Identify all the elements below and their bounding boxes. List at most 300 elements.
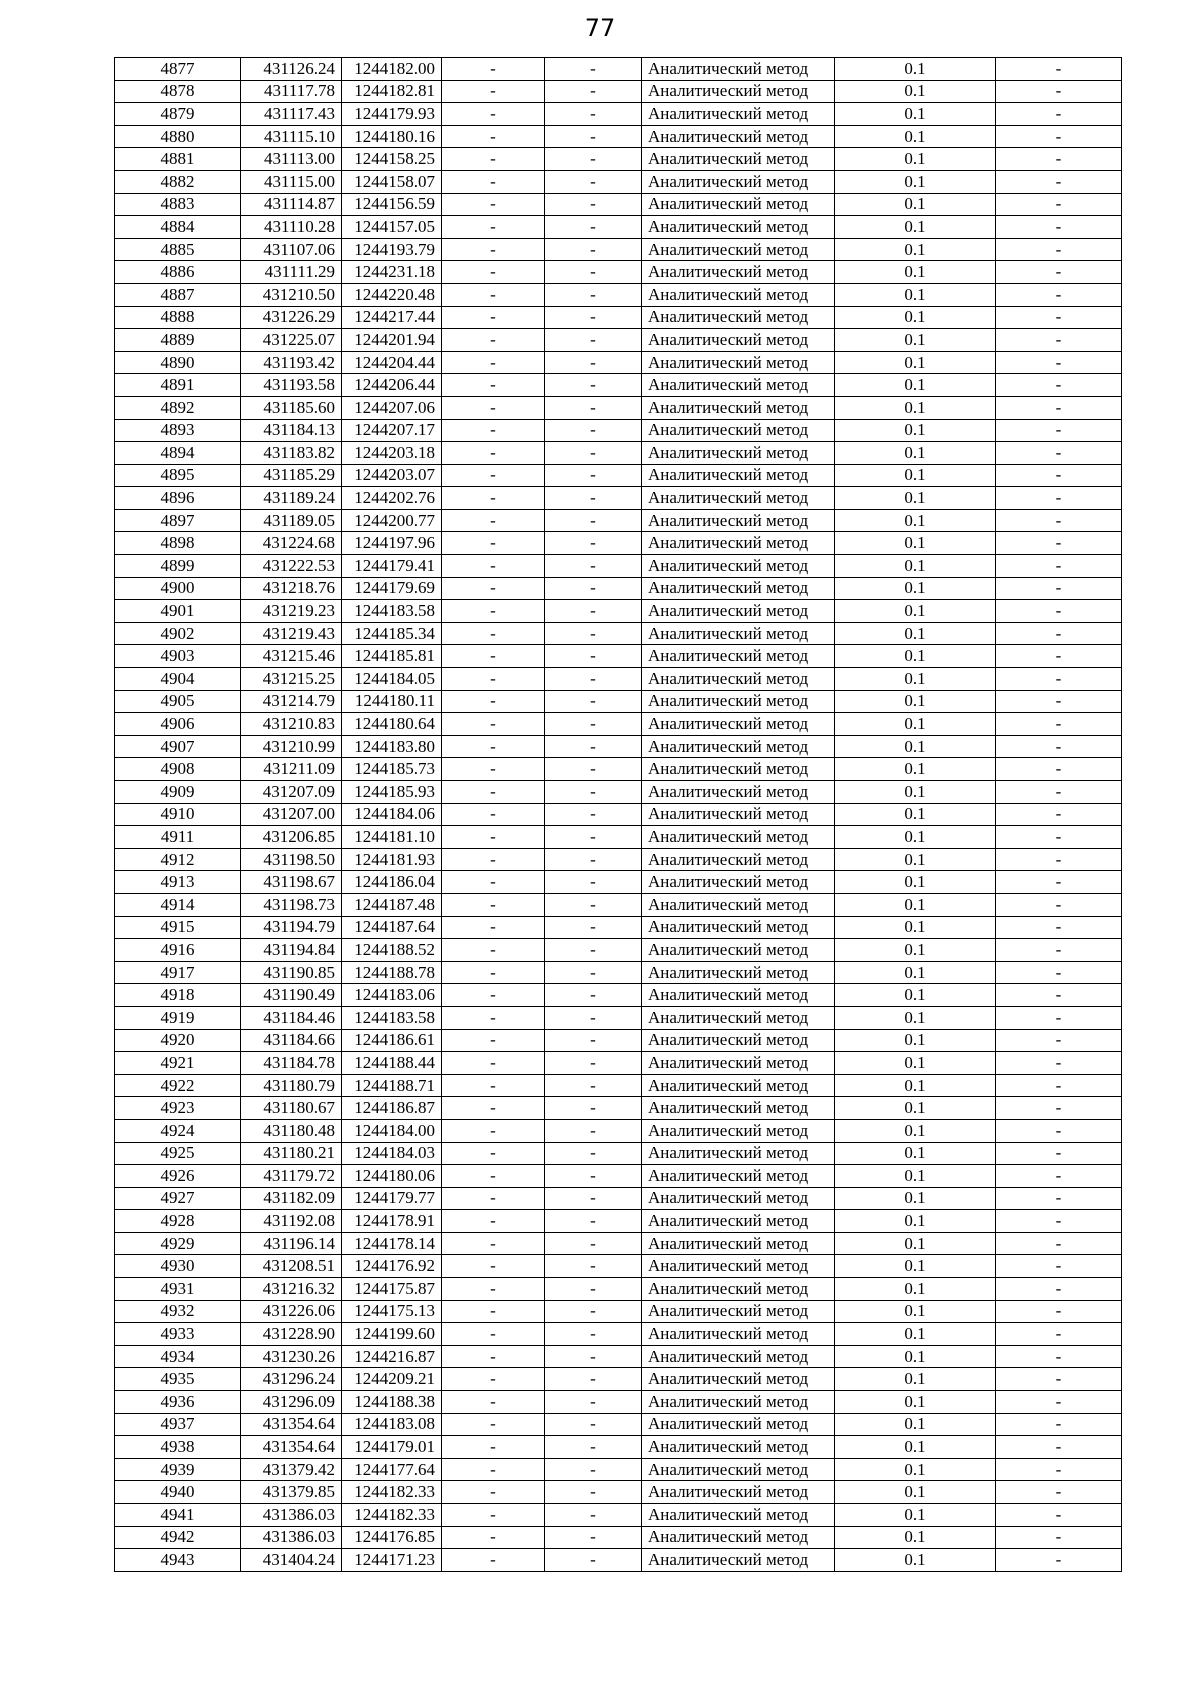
y-coordinate-cell: 1244183.08 <box>342 1413 442 1436</box>
col8-cell: - <box>996 1052 1122 1075</box>
point-number-cell: 4912 <box>115 848 241 871</box>
table-row <box>115 1165 1122 1188</box>
point-number-cell: 4913 <box>115 871 241 894</box>
accuracy-cell: 0.1 <box>835 193 996 216</box>
col4-cell: - <box>442 1345 545 1368</box>
y-coordinate-cell: 1244175.87 <box>342 1278 442 1301</box>
method-cell: Аналитический метод <box>642 1165 835 1188</box>
col8-cell: - <box>996 261 1122 284</box>
col4-cell: - <box>442 555 545 578</box>
x-coordinate-cell: 431219.43 <box>241 622 342 645</box>
col5-cell: - <box>545 80 642 103</box>
col8-cell: - <box>996 103 1122 126</box>
x-coordinate-cell: 431198.50 <box>241 848 342 871</box>
col5-cell: - <box>545 848 642 871</box>
x-coordinate-cell: 431180.21 <box>241 1142 342 1165</box>
accuracy-cell: 0.1 <box>835 1278 996 1301</box>
method-cell: Аналитический метод <box>642 758 835 781</box>
table-row <box>115 871 1122 894</box>
method-cell: Аналитический метод <box>642 1052 835 1075</box>
accuracy-cell: 0.1 <box>835 125 996 148</box>
table-row <box>115 555 1122 578</box>
x-coordinate-cell: 431189.05 <box>241 509 342 532</box>
method-cell: Аналитический метод <box>642 170 835 193</box>
table-row <box>115 600 1122 623</box>
point-number-cell: 4879 <box>115 103 241 126</box>
table-row <box>115 1391 1122 1414</box>
accuracy-cell: 0.1 <box>835 826 996 849</box>
table-row <box>115 442 1122 465</box>
col8-cell: - <box>996 1436 1122 1459</box>
col8-cell: - <box>996 1210 1122 1233</box>
accuracy-cell: 0.1 <box>835 1481 996 1504</box>
col8-cell: - <box>996 577 1122 600</box>
col8-cell: - <box>996 961 1122 984</box>
accuracy-cell: 0.1 <box>835 871 996 894</box>
col5-cell: - <box>545 261 642 284</box>
method-cell: Аналитический метод <box>642 1074 835 1097</box>
col5-cell: - <box>545 148 642 171</box>
accuracy-cell: 0.1 <box>835 487 996 510</box>
method-cell: Аналитический метод <box>642 871 835 894</box>
col8-cell: - <box>996 984 1122 1007</box>
x-coordinate-cell: 431194.79 <box>241 916 342 939</box>
x-coordinate-cell: 431354.64 <box>241 1413 342 1436</box>
y-coordinate-cell: 1244185.34 <box>342 622 442 645</box>
col8-cell: - <box>996 1300 1122 1323</box>
col4-cell: - <box>442 1368 545 1391</box>
col5-cell: - <box>545 1413 642 1436</box>
point-number-cell: 4920 <box>115 1029 241 1052</box>
method-cell: Аналитический метод <box>642 487 835 510</box>
table-row <box>115 758 1122 781</box>
table-row <box>115 1142 1122 1165</box>
x-coordinate-cell: 431230.26 <box>241 1345 342 1368</box>
table-row <box>115 1029 1122 1052</box>
table-row <box>115 419 1122 442</box>
x-coordinate-cell: 431210.99 <box>241 735 342 758</box>
x-coordinate-cell: 431126.24 <box>241 58 342 81</box>
col8-cell: - <box>996 419 1122 442</box>
method-cell: Аналитический метод <box>642 103 835 126</box>
table-row <box>115 1119 1122 1142</box>
y-coordinate-cell: 1244182.33 <box>342 1481 442 1504</box>
y-coordinate-cell: 1244203.07 <box>342 464 442 487</box>
accuracy-cell: 0.1 <box>835 1232 996 1255</box>
table-row <box>115 103 1122 126</box>
table-row <box>115 1526 1122 1549</box>
table-row <box>115 1413 1122 1436</box>
col4-cell: - <box>442 58 545 81</box>
y-coordinate-cell: 1244171.23 <box>342 1549 442 1572</box>
table-row <box>115 261 1122 284</box>
col4-cell: - <box>442 1504 545 1527</box>
accuracy-cell: 0.1 <box>835 329 996 352</box>
x-coordinate-cell: 431194.84 <box>241 939 342 962</box>
method-cell: Аналитический метод <box>642 668 835 691</box>
x-coordinate-cell: 431196.14 <box>241 1232 342 1255</box>
method-cell: Аналитический метод <box>642 1526 835 1549</box>
col5-cell: - <box>545 1119 642 1142</box>
y-coordinate-cell: 1244180.64 <box>342 713 442 736</box>
x-coordinate-cell: 431296.09 <box>241 1391 342 1414</box>
col8-cell: - <box>996 803 1122 826</box>
point-number-cell: 4910 <box>115 803 241 826</box>
accuracy-cell: 0.1 <box>835 1142 996 1165</box>
col5-cell: - <box>545 374 642 397</box>
x-coordinate-cell: 431208.51 <box>241 1255 342 1278</box>
table-row <box>115 848 1122 871</box>
col5-cell: - <box>545 396 642 419</box>
col5-cell: - <box>545 1165 642 1188</box>
col8-cell: - <box>996 125 1122 148</box>
accuracy-cell: 0.1 <box>835 1458 996 1481</box>
y-coordinate-cell: 1244181.93 <box>342 848 442 871</box>
col4-cell: - <box>442 216 545 239</box>
method-cell: Аналитический метод <box>642 1006 835 1029</box>
y-coordinate-cell: 1244176.92 <box>342 1255 442 1278</box>
method-cell: Аналитический метод <box>642 1549 835 1572</box>
col5-cell: - <box>545 1187 642 1210</box>
y-coordinate-cell: 1244179.41 <box>342 555 442 578</box>
method-cell: Аналитический метод <box>642 148 835 171</box>
table-row <box>115 396 1122 419</box>
method-cell: Аналитический метод <box>642 396 835 419</box>
col8-cell: - <box>996 1278 1122 1301</box>
method-cell: Аналитический метод <box>642 803 835 826</box>
table-row <box>115 487 1122 510</box>
y-coordinate-cell: 1244156.59 <box>342 193 442 216</box>
table-row <box>115 1006 1122 1029</box>
method-cell: Аналитический метод <box>642 1029 835 1052</box>
y-coordinate-cell: 1244179.69 <box>342 577 442 600</box>
table-row <box>115 509 1122 532</box>
point-number-cell: 4923 <box>115 1097 241 1120</box>
method-cell: Аналитический метод <box>642 622 835 645</box>
method-cell: Аналитический метод <box>642 125 835 148</box>
x-coordinate-cell: 431179.72 <box>241 1165 342 1188</box>
x-coordinate-cell: 431115.10 <box>241 125 342 148</box>
x-coordinate-cell: 431184.78 <box>241 1052 342 1075</box>
col4-cell: - <box>442 939 545 962</box>
method-cell: Аналитический метод <box>642 1413 835 1436</box>
point-number-cell: 4928 <box>115 1210 241 1233</box>
col4-cell: - <box>442 916 545 939</box>
col5-cell: - <box>545 1345 642 1368</box>
y-coordinate-cell: 1244185.73 <box>342 758 442 781</box>
y-coordinate-cell: 1244186.61 <box>342 1029 442 1052</box>
x-coordinate-cell: 431182.09 <box>241 1187 342 1210</box>
method-cell: Аналитический метод <box>642 1142 835 1165</box>
col8-cell: - <box>996 1413 1122 1436</box>
col5-cell: - <box>545 781 642 804</box>
col8-cell: - <box>996 1142 1122 1165</box>
point-number-cell: 4889 <box>115 329 241 352</box>
point-number-cell: 4891 <box>115 374 241 397</box>
y-coordinate-cell: 1244158.25 <box>342 148 442 171</box>
table-row <box>115 306 1122 329</box>
table-row <box>115 532 1122 555</box>
method-cell: Аналитический метод <box>642 1097 835 1120</box>
method-cell: Аналитический метод <box>642 781 835 804</box>
col8-cell: - <box>996 1481 1122 1504</box>
y-coordinate-cell: 1244158.07 <box>342 170 442 193</box>
x-coordinate-cell: 431225.07 <box>241 329 342 352</box>
accuracy-cell: 0.1 <box>835 1097 996 1120</box>
method-cell: Аналитический метод <box>642 1345 835 1368</box>
y-coordinate-cell: 1244184.00 <box>342 1119 442 1142</box>
method-cell: Аналитический метод <box>642 1300 835 1323</box>
col8-cell: - <box>996 396 1122 419</box>
table-row <box>115 961 1122 984</box>
point-number-cell: 4942 <box>115 1526 241 1549</box>
accuracy-cell: 0.1 <box>835 1436 996 1459</box>
x-coordinate-cell: 431198.67 <box>241 871 342 894</box>
col4-cell: - <box>442 893 545 916</box>
col4-cell: - <box>442 1142 545 1165</box>
method-cell: Аналитический метод <box>642 1232 835 1255</box>
accuracy-cell: 0.1 <box>835 1006 996 1029</box>
table-row <box>115 1300 1122 1323</box>
table-row <box>115 622 1122 645</box>
col4-cell: - <box>442 735 545 758</box>
point-number-cell: 4884 <box>115 216 241 239</box>
method-cell: Аналитический метод <box>642 1119 835 1142</box>
method-cell: Аналитический метод <box>642 283 835 306</box>
table-row <box>115 125 1122 148</box>
table-row <box>115 148 1122 171</box>
y-coordinate-cell: 1244204.44 <box>342 351 442 374</box>
col5-cell: - <box>545 170 642 193</box>
col8-cell: - <box>996 283 1122 306</box>
col4-cell: - <box>442 1187 545 1210</box>
y-coordinate-cell: 1244186.87 <box>342 1097 442 1120</box>
point-number-cell: 4878 <box>115 80 241 103</box>
method-cell: Аналитический метод <box>642 1458 835 1481</box>
y-coordinate-cell: 1244202.76 <box>342 487 442 510</box>
method-cell: Аналитический метод <box>642 1436 835 1459</box>
point-number-cell: 4905 <box>115 690 241 713</box>
table-row <box>115 1074 1122 1097</box>
table-row <box>115 1052 1122 1075</box>
col8-cell: - <box>996 1323 1122 1346</box>
accuracy-cell: 0.1 <box>835 1345 996 1368</box>
col4-cell: - <box>442 622 545 645</box>
col8-cell: - <box>996 1165 1122 1188</box>
table-row <box>115 193 1122 216</box>
point-number-cell: 4926 <box>115 1165 241 1188</box>
col4-cell: - <box>442 1436 545 1459</box>
col5-cell: - <box>545 1052 642 1075</box>
x-coordinate-cell: 431354.64 <box>241 1436 342 1459</box>
point-number-cell: 4909 <box>115 781 241 804</box>
col8-cell: - <box>996 893 1122 916</box>
col8-cell: - <box>996 1232 1122 1255</box>
col4-cell: - <box>442 826 545 849</box>
table-row <box>115 713 1122 736</box>
method-cell: Аналитический метод <box>642 939 835 962</box>
accuracy-cell: 0.1 <box>835 1119 996 1142</box>
col8-cell: - <box>996 645 1122 668</box>
y-coordinate-cell: 1244178.91 <box>342 1210 442 1233</box>
method-cell: Аналитический метод <box>642 555 835 578</box>
method-cell: Аналитический метод <box>642 690 835 713</box>
table-row <box>115 984 1122 1007</box>
col4-cell: - <box>442 577 545 600</box>
table-row <box>115 803 1122 826</box>
table-row <box>115 216 1122 239</box>
col5-cell: - <box>545 826 642 849</box>
col4-cell: - <box>442 193 545 216</box>
col4-cell: - <box>442 419 545 442</box>
table-row <box>115 668 1122 691</box>
point-number-cell: 4886 <box>115 261 241 284</box>
accuracy-cell: 0.1 <box>835 1526 996 1549</box>
col5-cell: - <box>545 1074 642 1097</box>
y-coordinate-cell: 1244157.05 <box>342 216 442 239</box>
accuracy-cell: 0.1 <box>835 216 996 239</box>
col5-cell: - <box>545 871 642 894</box>
col4-cell: - <box>442 396 545 419</box>
col4-cell: - <box>442 464 545 487</box>
col8-cell: - <box>996 1368 1122 1391</box>
coordinates-table <box>114 57 1122 1572</box>
method-cell: Аналитический метод <box>642 984 835 1007</box>
point-number-cell: 4881 <box>115 148 241 171</box>
col8-cell: - <box>996 170 1122 193</box>
method-cell: Аналитический метод <box>642 374 835 397</box>
table-row <box>115 916 1122 939</box>
accuracy-cell: 0.1 <box>835 148 996 171</box>
accuracy-cell: 0.1 <box>835 735 996 758</box>
col4-cell: - <box>442 1458 545 1481</box>
col5-cell: - <box>545 803 642 826</box>
point-number-cell: 4877 <box>115 58 241 81</box>
col4-cell: - <box>442 442 545 465</box>
accuracy-cell: 0.1 <box>835 1391 996 1414</box>
table-row <box>115 329 1122 352</box>
y-coordinate-cell: 1244188.38 <box>342 1391 442 1414</box>
y-coordinate-cell: 1244206.44 <box>342 374 442 397</box>
col4-cell: - <box>442 1300 545 1323</box>
x-coordinate-cell: 431224.68 <box>241 532 342 555</box>
table-row <box>115 170 1122 193</box>
point-number-cell: 4935 <box>115 1368 241 1391</box>
col5-cell: - <box>545 713 642 736</box>
col5-cell: - <box>545 306 642 329</box>
col4-cell: - <box>442 1232 545 1255</box>
col5-cell: - <box>545 1504 642 1527</box>
accuracy-cell: 0.1 <box>835 645 996 668</box>
col5-cell: - <box>545 939 642 962</box>
point-number-cell: 4906 <box>115 713 241 736</box>
accuracy-cell: 0.1 <box>835 939 996 962</box>
col4-cell: - <box>442 984 545 1007</box>
point-number-cell: 4900 <box>115 577 241 600</box>
col8-cell: - <box>996 826 1122 849</box>
method-cell: Аналитический метод <box>642 532 835 555</box>
y-coordinate-cell: 1244182.00 <box>342 58 442 81</box>
col5-cell: - <box>545 532 642 555</box>
col8-cell: - <box>996 916 1122 939</box>
table-row <box>115 1255 1122 1278</box>
method-cell: Аналитический метод <box>642 1504 835 1527</box>
col5-cell: - <box>545 758 642 781</box>
point-number-cell: 4922 <box>115 1074 241 1097</box>
point-number-cell: 4887 <box>115 283 241 306</box>
x-coordinate-cell: 431180.48 <box>241 1119 342 1142</box>
col5-cell: - <box>545 916 642 939</box>
col5-cell: - <box>545 1006 642 1029</box>
accuracy-cell: 0.1 <box>835 668 996 691</box>
table-row <box>115 1458 1122 1481</box>
method-cell: Аналитический метод <box>642 893 835 916</box>
col4-cell: - <box>442 351 545 374</box>
col4-cell: - <box>442 1029 545 1052</box>
col4-cell: - <box>442 125 545 148</box>
method-cell: Аналитический метод <box>642 261 835 284</box>
y-coordinate-cell: 1244203.18 <box>342 442 442 465</box>
col5-cell: - <box>545 509 642 532</box>
x-coordinate-cell: 431117.78 <box>241 80 342 103</box>
col5-cell: - <box>545 1255 642 1278</box>
accuracy-cell: 0.1 <box>835 781 996 804</box>
y-coordinate-cell: 1244207.17 <box>342 419 442 442</box>
col4-cell: - <box>442 1074 545 1097</box>
x-coordinate-cell: 431216.32 <box>241 1278 342 1301</box>
method-cell: Аналитический метод <box>642 58 835 81</box>
col4-cell: - <box>442 80 545 103</box>
y-coordinate-cell: 1244182.81 <box>342 80 442 103</box>
accuracy-cell: 0.1 <box>835 600 996 623</box>
col5-cell: - <box>545 1481 642 1504</box>
col5-cell: - <box>545 419 642 442</box>
accuracy-cell: 0.1 <box>835 509 996 532</box>
col4-cell: - <box>442 1097 545 1120</box>
table-row <box>115 238 1122 261</box>
y-coordinate-cell: 1244188.78 <box>342 961 442 984</box>
y-coordinate-cell: 1244180.11 <box>342 690 442 713</box>
point-number-cell: 4925 <box>115 1142 241 1165</box>
x-coordinate-cell: 431184.46 <box>241 1006 342 1029</box>
accuracy-cell: 0.1 <box>835 374 996 397</box>
col4-cell: - <box>442 1413 545 1436</box>
accuracy-cell: 0.1 <box>835 577 996 600</box>
y-coordinate-cell: 1244217.44 <box>342 306 442 329</box>
y-coordinate-cell: 1244179.93 <box>342 103 442 126</box>
point-number-cell: 4934 <box>115 1345 241 1368</box>
accuracy-cell: 0.1 <box>835 238 996 261</box>
point-number-cell: 4901 <box>115 600 241 623</box>
point-number-cell: 4892 <box>115 396 241 419</box>
method-cell: Аналитический метод <box>642 1278 835 1301</box>
method-cell: Аналитический метод <box>642 1187 835 1210</box>
y-coordinate-cell: 1244183.58 <box>342 1006 442 1029</box>
x-coordinate-cell: 431193.58 <box>241 374 342 397</box>
accuracy-cell: 0.1 <box>835 893 996 916</box>
point-number-cell: 4894 <box>115 442 241 465</box>
col4-cell: - <box>442 1323 545 1346</box>
table-row <box>115 893 1122 916</box>
x-coordinate-cell: 431193.42 <box>241 351 342 374</box>
col4-cell: - <box>442 1391 545 1414</box>
coordinates-table-body <box>115 58 1122 1572</box>
method-cell: Аналитический метод <box>642 735 835 758</box>
col5-cell: - <box>545 1210 642 1233</box>
col8-cell: - <box>996 1391 1122 1414</box>
y-coordinate-cell: 1244183.80 <box>342 735 442 758</box>
col8-cell: - <box>996 622 1122 645</box>
